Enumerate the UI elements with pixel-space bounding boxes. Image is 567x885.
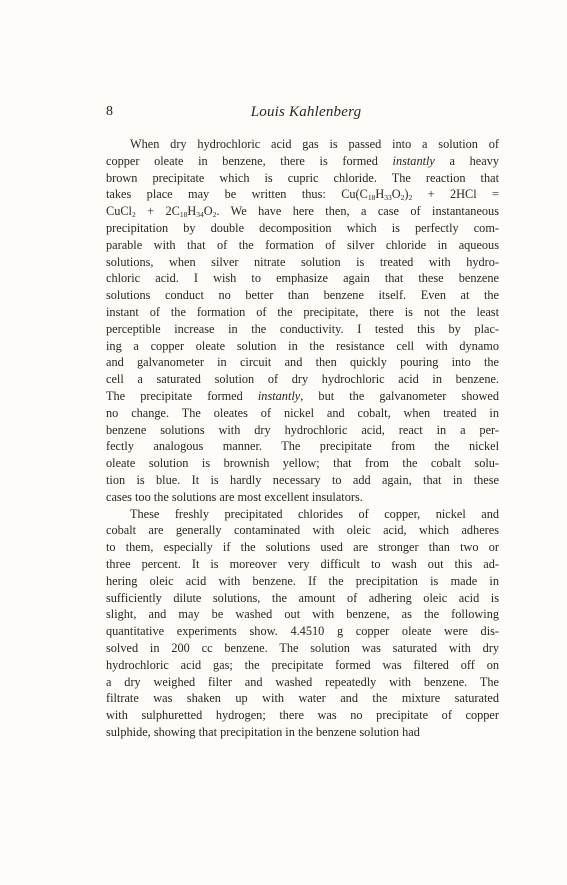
paragraph (106, 136, 499, 506)
text-line: instant of the formation of the precipitate, there is not the least (106, 304, 499, 319)
text-line: sufficiently dilute solutions, the amount of adhering oleic acid is (106, 590, 499, 605)
text-line: quantitative experiments show. 4.4510 g copper oleate were dis- (106, 624, 499, 639)
text-line: brown precipitate which is cupric chloride. The reaction that (106, 170, 499, 185)
page-number: 8 (106, 104, 113, 119)
text-line: tion is blue. It is hardly necessary to add again, that in these (106, 472, 499, 487)
text-line: cell a saturated solution of dry hydrochloric acid in benzene. (106, 372, 499, 387)
text-line: no change. The oleates of nickel and cobalt, when treated in (106, 405, 499, 420)
text-line: solutions, when silver nitrate solution is treated with hydro- (106, 254, 499, 269)
text-line: takes place may be written thus: $Cu(C_{18}H_{33}O_2)_2 + 2HCl$ = (106, 187, 499, 203)
text-line: copper oleate in benzene, there is formed instantly a heavy (106, 153, 499, 168)
text-line: three percent. It is moreover very difficult to wash out this ad- (106, 556, 499, 571)
text-line: solved in 200 cc benzene. The solution was saturated with dry (106, 640, 499, 655)
running-head: Louis Kahlenberg (250, 104, 362, 120)
text-line: and galvanometer in circuit and then quickly pouring into the (106, 355, 499, 370)
text-line: with sulphuretted hydrogen; there was no precipitate of copper (106, 708, 499, 723)
text-line: filtrate was shaken up with water and the mixture saturated (106, 691, 499, 706)
paragraph (106, 506, 499, 741)
text-line: cases too the solutions are most excellent insulators. (106, 489, 363, 504)
text-line: hering oleic acid with benzene. If the precipitation is made in (106, 573, 499, 588)
body-text (106, 136, 499, 741)
text-line: CuCl$_2$ + $2C_{18}H_{34}O_2$. We have here then, a case of instantaneous (106, 204, 499, 220)
text-line: slight, and may be washed out with benzene, as the following (106, 607, 499, 622)
text-line: precipitation by double decomposition which is perfectly com- (106, 220, 499, 235)
text-line: a dry weighed filter and washed repeatedly with benzene. The (106, 674, 499, 689)
text-line: cobalt are generally contaminated with oleic acid, which adheres (106, 523, 499, 538)
text-line: ing a copper oleate solution in the resistance cell with dynamo (106, 338, 499, 353)
text-line: to them, especially if the solutions used are stronger than two or (106, 540, 499, 555)
text-line: oleate solution is brownish yellow; that from the cobalt solu- (106, 456, 499, 471)
text-line: perceptible increase in the conductivity. I tested this by plac- (106, 321, 499, 336)
text-line: These freshly precipitated chlorides of copper, nickel and (130, 506, 499, 521)
text-line: fectly analogous manner. The precipitate from the nickel (106, 439, 499, 454)
text-line: The precipitate formed instantly, but the galvanometer showed (106, 388, 499, 403)
text-line: chloric acid. I wish to emphasize again that these benzene (106, 271, 499, 286)
text-line: hydrochloric acid gas; the precipitate formed was filtered off on (106, 657, 499, 672)
text-line: parable with that of the formation of silver chloride in aqueous (106, 237, 499, 252)
text-line: solutions conduct no better than benzene itself. Even at the (106, 288, 499, 303)
text-line: sulphide, showing that precipitation in the benzene solution had (106, 724, 420, 739)
text-line: When dry hydrochloric acid gas is passed into a solution of (130, 137, 499, 151)
page-header (106, 104, 506, 124)
text-line: benzene solutions with dry hydrochloric acid, react in a per- (106, 422, 499, 437)
